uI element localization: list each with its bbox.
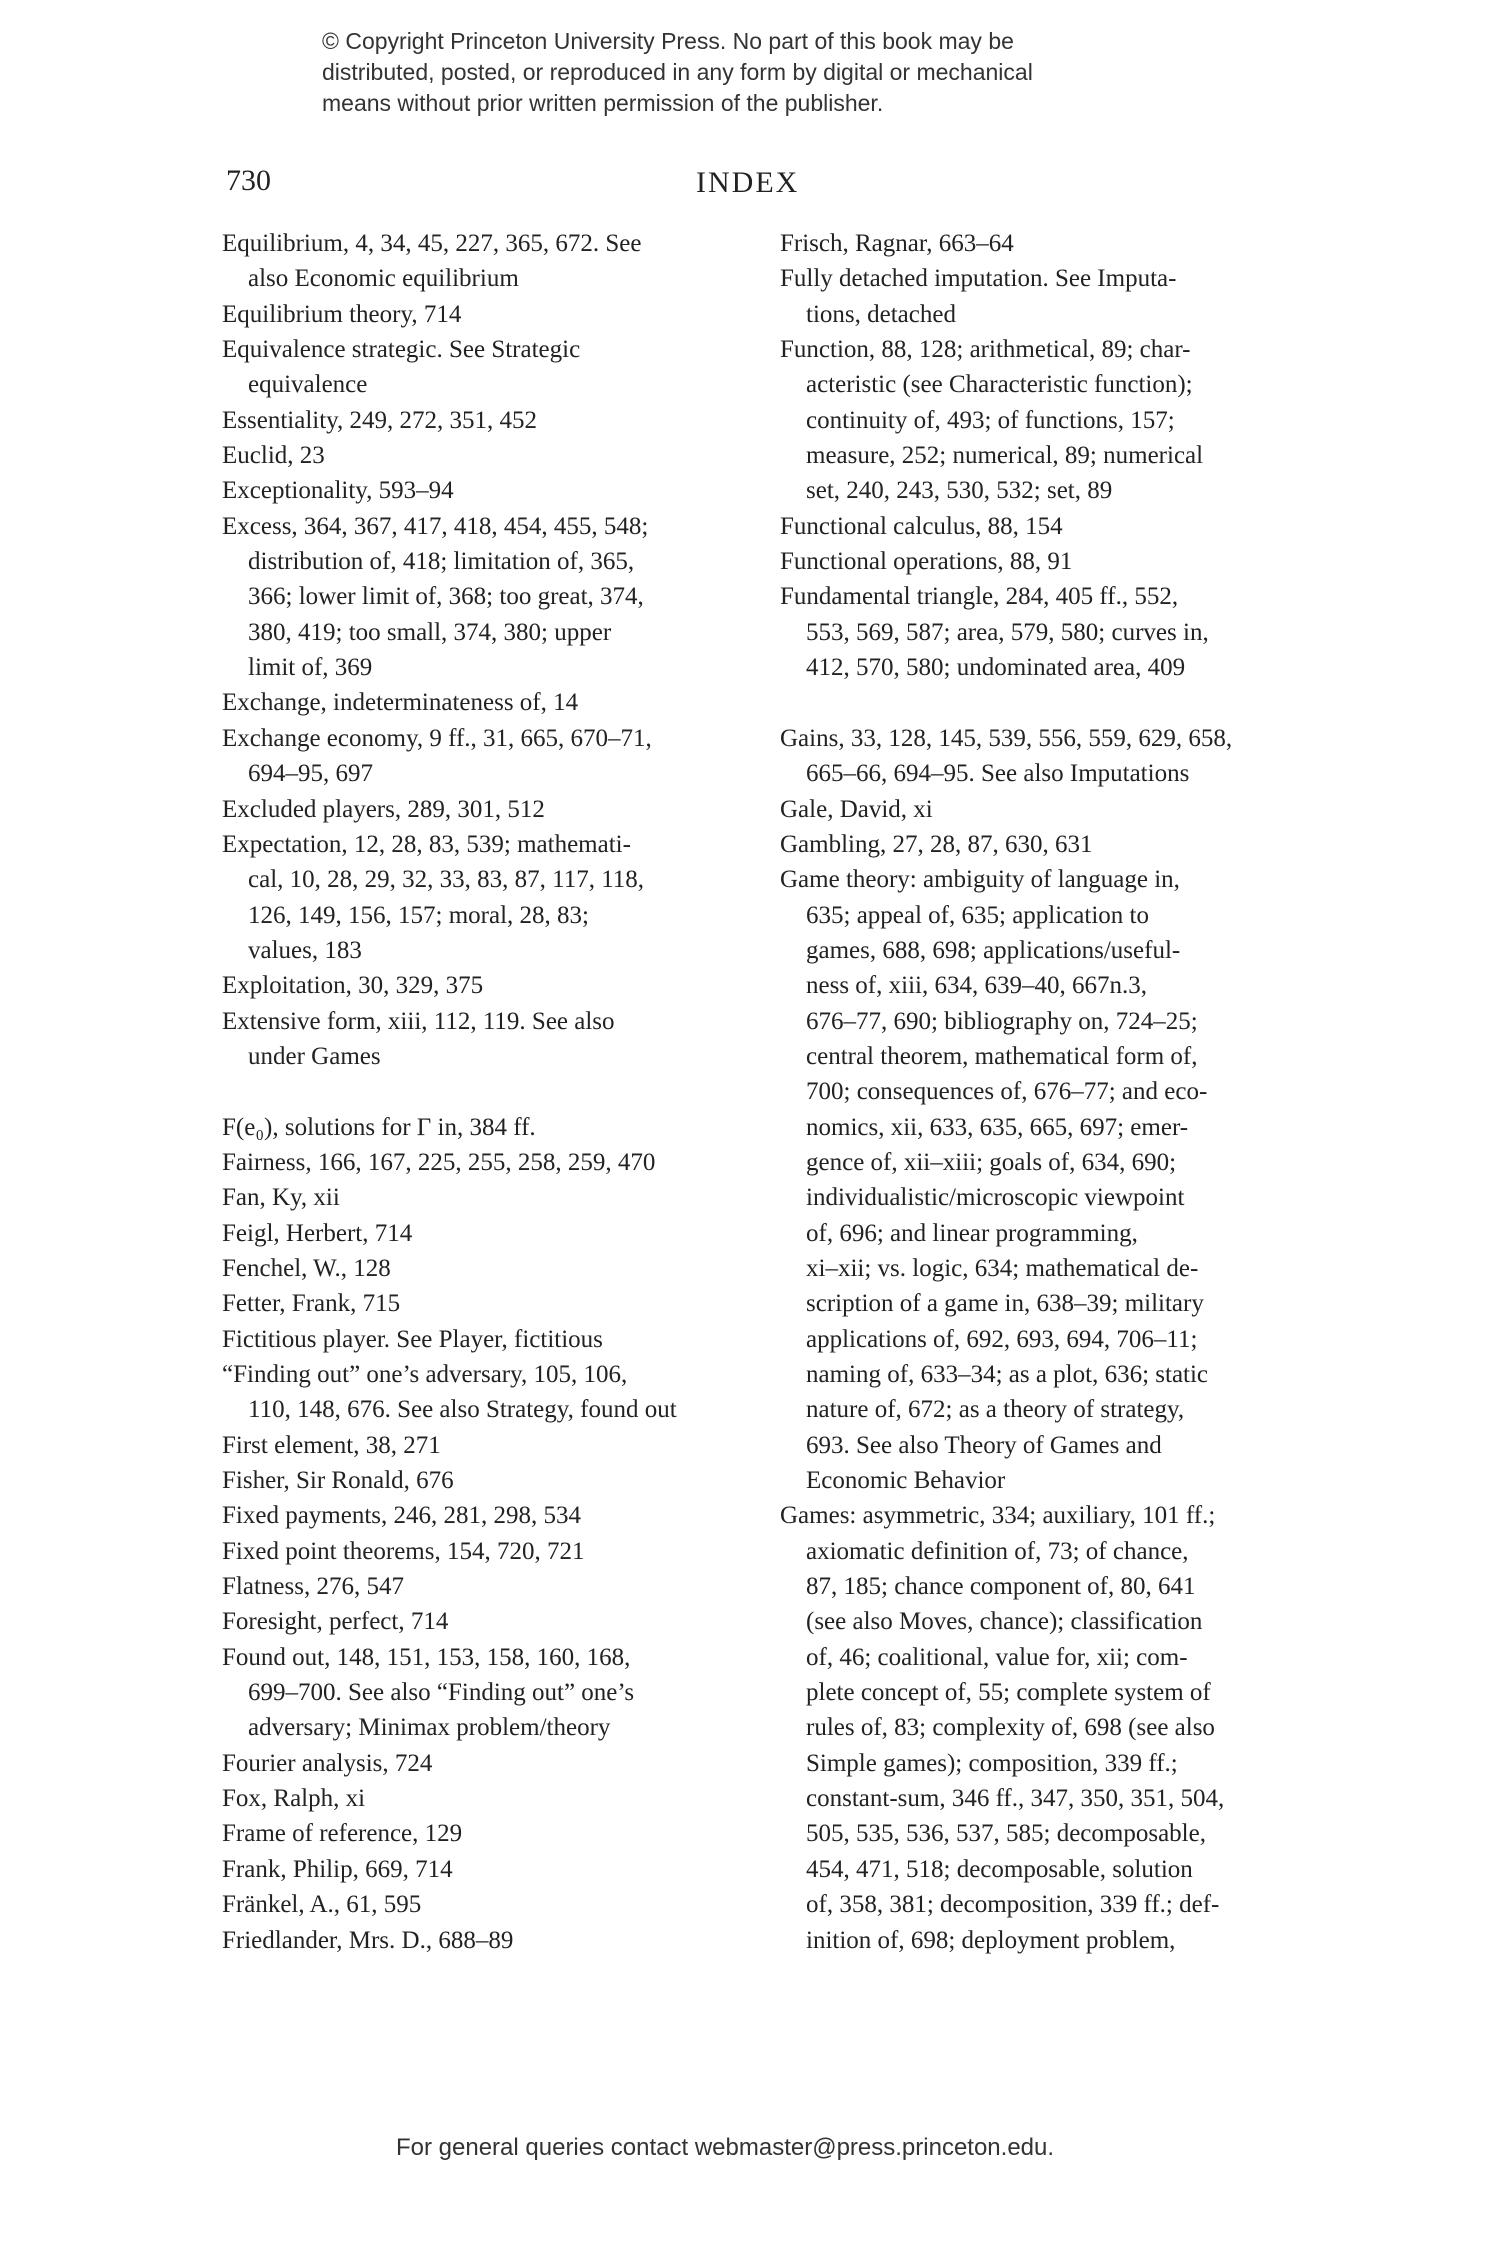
index-entry-line: 553, 569, 587; area, 579, 580; curves in, <box>806 618 1209 646</box>
index-entry-line: Fisher, Sir Ronald, 676 <box>222 1467 454 1495</box>
index-entry-line: 676–77, 690; bibliography on, 724–25; <box>806 1007 1198 1035</box>
index-entry-line: of, 46; coalitional, value for, xii; com- <box>806 1643 1188 1671</box>
index-entry-line: Equivalence strategic. See Strategic <box>222 336 581 364</box>
index-entry-line: Equilibrium, 4, 34, 45, 227, 365, 672. See <box>222 230 642 257</box>
index-entry-line: 380, 419; too small, 374, 380; upper <box>248 618 612 646</box>
index-entry-line: distribution of, 418; limitation of, 365, <box>248 548 635 576</box>
index-entry-line: F(e₀), solutions for Γ in, 384 ff. <box>222 1113 536 1141</box>
index-entry-line: 412, 570, 580; undominated area, 409 <box>806 654 1186 682</box>
index-entry-line: of, 696; and linear programming, <box>806 1219 1138 1247</box>
index-entry-line: 366; lower limit of, 368; too great, 374, <box>248 583 644 611</box>
footer-contact: For general queries contact webmaster@press.princeton.edu. <box>396 2134 1055 2161</box>
index-entry-line: Function, 88, 128; arithmetical, 89; char- <box>780 336 1191 364</box>
index-entry-line: Gale, David, xi <box>780 795 933 823</box>
index-entry-line: under Games <box>248 1042 381 1070</box>
index-entry-line: plete concept of, 55; complete system of <box>806 1679 1211 1707</box>
index-entry-line: “Finding out” one’s adversary, 105, 106, <box>222 1361 628 1388</box>
index-entry-line: 505, 535, 536, 537, 585; decomposable, <box>806 1820 1206 1848</box>
index-entry-line: Exchange economy, 9 ff., 31, 665, 670–71, <box>222 724 652 752</box>
index-entry-line: Fränkel, A., 61, 595 <box>222 1891 422 1919</box>
index-entry-line: acteristic (see Characteristic function); <box>806 371 1193 399</box>
index-entry-line: ness of, xiii, 634, 639–40, 667n.3, <box>806 972 1147 1000</box>
page-number: 730 <box>226 164 271 197</box>
index-entry-line: 454, 471, 518; decomposable, solution <box>806 1855 1193 1883</box>
index-entry-line: nature of, 672; as a theory of strategy, <box>806 1396 1185 1424</box>
index-entry-line: cal, 10, 28, 29, 32, 33, 83, 87, 117, 118, <box>248 866 645 894</box>
index-entry-line: Fan, Ky, xii <box>222 1184 340 1212</box>
index-entry-line: set, 240, 243, 530, 532; set, 89 <box>806 477 1113 505</box>
running-head: INDEX <box>696 166 800 199</box>
index-entry-line: First element, 38, 271 <box>222 1431 441 1459</box>
copyright-line: © Copyright Princeton University Press. No part of this book may be <box>322 28 1014 54</box>
index-column-left <box>222 226 742 1958</box>
index-entry-line: Fairness, 166, 167, 225, 255, 258, 259, 470 <box>222 1148 656 1176</box>
index-entry-line: applications of, 692, 693, 694, 706–11; <box>806 1325 1198 1353</box>
index-entry-line: continuity of, 493; of functions, 157; <box>806 406 1175 434</box>
index-entry-line: Excess, 364, 367, 417, 418, 454, 455, 548; <box>222 512 649 540</box>
index-entry-line: Games: asymmetric, 334; auxiliary, 101 ff.; <box>780 1502 1216 1530</box>
index-entry-line: Extensive form, xiii, 112, 119. See also <box>222 1007 615 1035</box>
index-entry-line: naming of, 633–34; as a plot, 636; static <box>806 1361 1209 1388</box>
index-entry-line: values, 183 <box>248 936 362 964</box>
index-entry-line: tions, detached <box>806 300 956 328</box>
index-entry-line: Essentiality, 249, 272, 351, 452 <box>222 406 538 434</box>
index-entry-line: Found out, 148, 151, 153, 158, 160, 168, <box>222 1643 631 1671</box>
copyright-line: distributed, posted, or reproduced in any form by digital or mechanical <box>322 59 1033 85</box>
index-entry-line: Economic Behavior <box>806 1467 1006 1495</box>
index-spacer <box>222 1074 742 1109</box>
index-column-right <box>780 226 1300 1958</box>
index-entry-line: Fenchel, W., 128 <box>222 1254 391 1282</box>
index-entry-line: Friedlander, Mrs. D., 688–89 <box>222 1926 514 1954</box>
index-entry-line: Expectation, 12, 28, 83, 539; mathemati- <box>222 830 631 858</box>
index-entry-line: nomics, xii, 633, 635, 665, 697; emer- <box>806 1113 1189 1141</box>
index-entry-line: Foresight, perfect, 714 <box>222 1608 449 1636</box>
index-entry-line: Fourier analysis, 724 <box>222 1749 433 1777</box>
index-entry-line: 110, 148, 676. See also Strategy, found out <box>248 1396 677 1424</box>
index-entry-line: Fixed point theorems, 154, 720, 721 <box>222 1537 585 1565</box>
index-entry-line: adversary; Minimax problem/theory <box>248 1714 611 1742</box>
index-entry-line: games, 688, 698; applications/useful- <box>806 936 1181 964</box>
index-entry-line: Euclid, 23 <box>222 442 325 470</box>
index-entry-line: 700; consequences of, 676–77; and eco- <box>806 1078 1208 1106</box>
index-spacer <box>780 685 1300 720</box>
index-entry-line: central theorem, mathematical form of, <box>806 1042 1198 1070</box>
index-entry-line: Fox, Ralph, xi <box>222 1785 366 1813</box>
index-entry-line: axiomatic definition of, 73; of chance, <box>806 1537 1189 1565</box>
index-entry-line: xi–xii; vs. logic, 634; mathematical de- <box>806 1254 1199 1282</box>
index-entry-line: Excluded players, 289, 301, 512 <box>222 795 545 823</box>
index-entry-line: 635; appeal of, 635; application to <box>806 901 1149 929</box>
index-entry-line: inition of, 698; deployment problem, <box>806 1926 1176 1954</box>
index-entry-line: individualistic/microscopic viewpoint <box>806 1184 1185 1212</box>
index-entry-line: Exploitation, 30, 329, 375 <box>222 972 484 1000</box>
index-entry-line: Functional operations, 88, 91 <box>780 548 1073 576</box>
index-entry-line: Functional calculus, 88, 154 <box>780 512 1063 540</box>
index-entry-line: 694–95, 697 <box>248 760 373 788</box>
index-entry-line: rules of, 83; complexity of, 698 (see also <box>806 1714 1215 1742</box>
index-entry-line: Fetter, Frank, 715 <box>222 1290 401 1318</box>
index-entry-line: (see also Moves, chance); classification <box>806 1608 1203 1636</box>
index-entry-line: 126, 149, 156, 157; moral, 28, 83; <box>248 901 589 929</box>
copyright-line: means without prior written permission of the publisher. <box>322 90 884 116</box>
index-entry-line: Frisch, Ragnar, 663–64 <box>780 230 1014 257</box>
index-entry-line: scription of a game in, 638–39; military <box>806 1290 1204 1318</box>
index-entry-line: Game theory: ambiguity of language in, <box>780 866 1180 894</box>
index-entry-line: Equilibrium theory, 714 <box>222 300 462 328</box>
index-entry-line: Fundamental triangle, 284, 405 ff., 552, <box>780 583 1179 611</box>
index-entry-line: Fictitious player. See Player, fictitious <box>222 1325 603 1353</box>
index-entry-line: Fixed payments, 246, 281, 298, 534 <box>222 1502 582 1530</box>
index-entry-line: Frank, Philip, 669, 714 <box>222 1855 453 1883</box>
index-entry-line: measure, 252; numerical, 89; numerical <box>806 442 1204 470</box>
index-entry-line: gence of, xii–xiii; goals of, 634, 690; <box>806 1148 1177 1176</box>
index-entry-line: Flatness, 276, 547 <box>222 1573 404 1601</box>
index-entry-line: equivalence <box>248 371 368 399</box>
index-entry-line: Simple games); composition, 339 ff.; <box>806 1749 1178 1777</box>
index-entry-line: Feigl, Herbert, 714 <box>222 1219 413 1247</box>
index-entry-line: constant-sum, 346 ff., 347, 350, 351, 504, <box>806 1785 1225 1813</box>
index-entry-line: Fully detached imputation. See Imputa- <box>780 265 1177 293</box>
index-entry-line: 87, 185; chance component of, 80, 641 <box>806 1573 1196 1601</box>
index-entry-line: Exceptionality, 593–94 <box>222 477 454 505</box>
index-entry-line: also Economic equilibrium <box>248 265 519 293</box>
index-entry-line: Frame of reference, 129 <box>222 1820 463 1848</box>
index-entry-line: Exchange, indeterminateness of, 14 <box>222 689 579 717</box>
index-entry-line: 693. See also Theory of Games and <box>806 1431 1162 1459</box>
copyright-notice <box>322 26 1222 119</box>
index-entry-line: limit of, 369 <box>248 654 373 682</box>
index-entry-line: 699–700. See also “Finding out” one’s <box>248 1679 635 1707</box>
index-entry-line: 665–66, 694–95. See also Imputations <box>806 760 1190 788</box>
index-entry-line: of, 358, 381; decomposition, 339 ff.; def- <box>806 1891 1220 1919</box>
index-entry-line: Gains, 33, 128, 145, 539, 556, 559, 629, 658, <box>780 724 1233 752</box>
index-entry-line: Gambling, 27, 28, 87, 630, 631 <box>780 830 1093 858</box>
